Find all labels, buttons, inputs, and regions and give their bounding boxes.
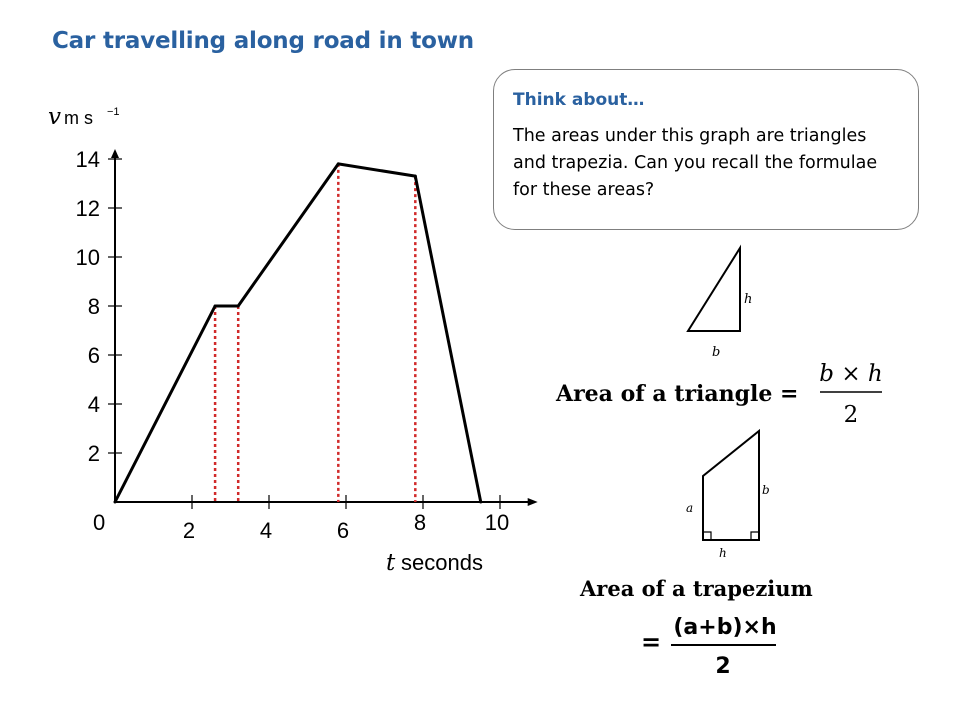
trapezium-formula-equals: = <box>641 628 662 656</box>
think-about-callout <box>493 69 919 230</box>
y-tick-label: 2 <box>87 441 100 466</box>
data-point <box>237 305 240 308</box>
data-point <box>337 162 340 165</box>
y-tick-label: 6 <box>87 343 100 368</box>
chart-series <box>114 162 483 503</box>
triangle-base-label: b <box>712 345 721 360</box>
y-tick-label: 12 <box>75 196 100 221</box>
x-tick-label: 2 <box>182 518 196 543</box>
triangle-formula-lhs: Area of a triangle = <box>556 381 799 407</box>
right-angle-left <box>703 532 711 540</box>
x-axis-unit: seconds <box>401 550 483 575</box>
triangle-height-label: h <box>744 292 753 307</box>
x-tick-label: 6 <box>336 518 350 543</box>
trapezium-bottom-label: h <box>719 546 727 560</box>
trapezium-diagram <box>686 431 770 560</box>
x-tick-label: 10 <box>484 510 510 535</box>
y-axis-unit: m s <box>64 108 93 128</box>
x-axis-variable: t <box>386 550 396 576</box>
y-axis-variable: v <box>48 104 61 130</box>
data-point <box>479 501 482 504</box>
x-tick-label: 8 <box>413 510 427 535</box>
x-axis-label <box>386 550 483 576</box>
dotted-verticals <box>215 164 415 502</box>
trapezium-formula <box>579 576 813 679</box>
origin-label: 0 <box>93 510 106 535</box>
y-axis-label <box>48 104 120 130</box>
y-axis-arrow <box>111 149 119 158</box>
triangle-formula-denominator: 2 <box>843 402 859 428</box>
y-axis-unit-exponent: −1 <box>107 106 120 118</box>
triangle-formula <box>555 361 883 428</box>
triangle-diagram <box>688 248 752 360</box>
right-angle-right <box>751 532 759 540</box>
callout-heading: Think about… <box>513 90 645 110</box>
y-tick-label: 10 <box>75 245 100 270</box>
trapezium-right-label: b <box>762 483 770 497</box>
trapezium-shape <box>703 431 759 540</box>
trapezium-formula-denominator: 2 <box>715 654 731 679</box>
slide-title: Car travelling along road in town <box>52 28 474 54</box>
callout-text: The areas under this graph are triangles and trapezia. Can you recall the formulae for these areas? <box>513 126 878 200</box>
trapezium-left-label: a <box>686 501 694 515</box>
chart-ticks <box>76 147 510 543</box>
data-point <box>214 305 217 308</box>
y-tick-label: 4 <box>87 392 100 417</box>
velocity-time-chart <box>0 0 560 600</box>
trapezium-formula-heading: Area of a trapezium <box>580 576 813 601</box>
triangle-formula-numerator: b × h <box>819 361 883 387</box>
x-axis-arrow <box>528 498 538 506</box>
trapezium-formula-numerator: (a+b)×h <box>673 615 777 640</box>
data-point <box>114 501 117 504</box>
velocity-line <box>115 164 481 502</box>
y-tick-label: 14 <box>75 147 100 172</box>
triangle-shape <box>688 248 740 331</box>
y-tick-label: 8 <box>87 294 100 319</box>
data-point <box>414 175 417 178</box>
x-tick-label: 4 <box>259 518 273 543</box>
chart-axes <box>111 149 538 506</box>
